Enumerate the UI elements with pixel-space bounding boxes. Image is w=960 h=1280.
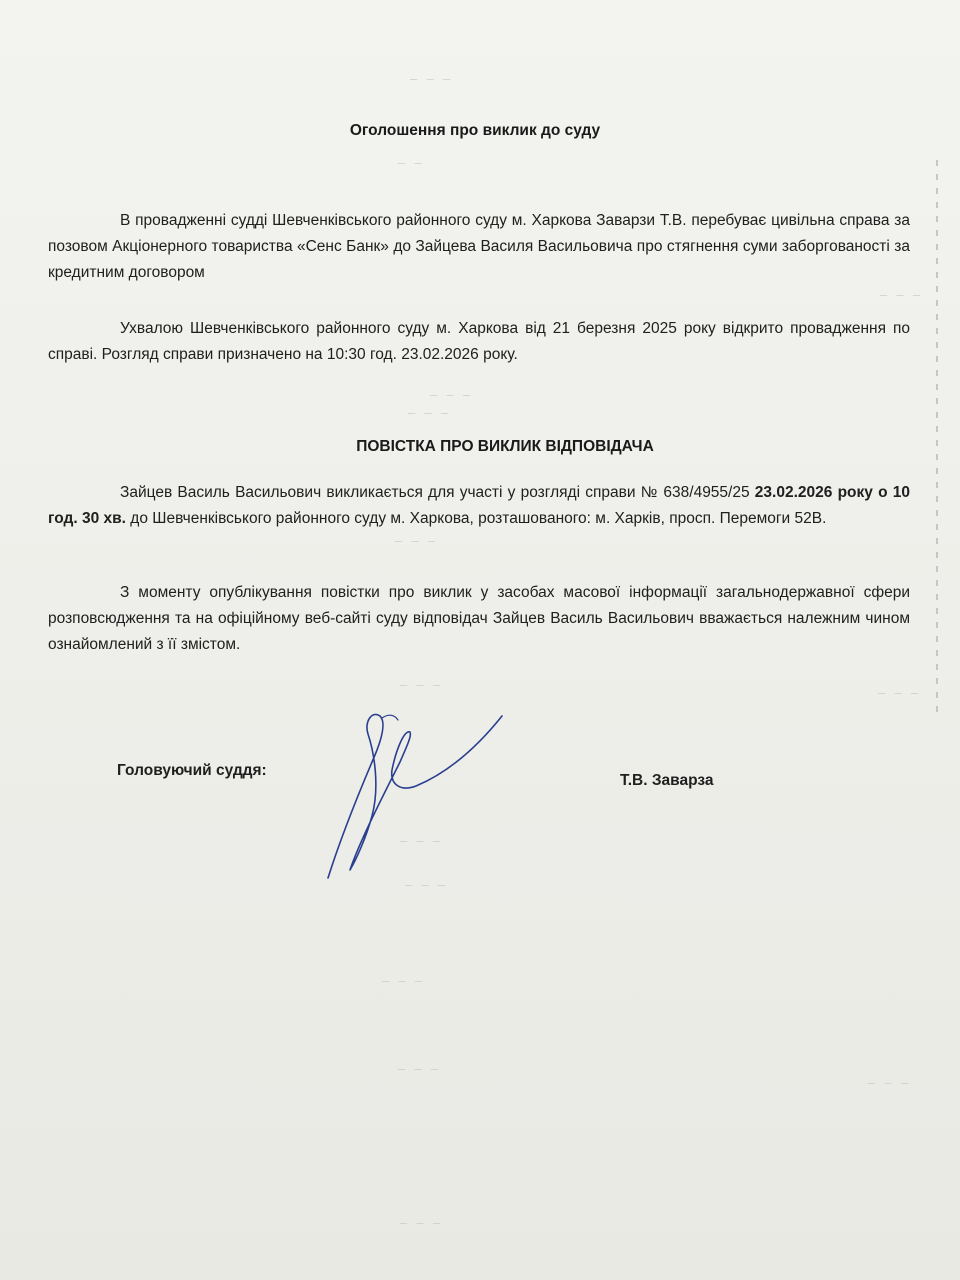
paragraph-case-info: В провадженні судді Шевченківського районного суду м. Харкова Заварзи Т.В. перебуває цивільна справа за позовом Акціонерного товариства «Сенс Банк» до Зайцева Василя Васильовича про стягнення суми заборгованості за кредитним договором — [48, 212, 910, 281]
judge-name: Т.В. Заварза — [620, 772, 714, 789]
judge-signature — [320, 700, 520, 890]
bleed-through-marks: _ _ _ _ _ _ _ _ _ _ _ _ _ _ _ _ _ _ _ _ _ _ _ _ _ _ _ _ _ _ _ _ _ _ _ _ _ _ _ _ _ — [382, 66, 922, 1224]
hearing-datetime: 23.02.2026 року о 10 год. 30 хв. — [48, 484, 910, 527]
summons-text-end: до Шевченківського районного суду м. Харкова, розташованого: м. Харків, просп. Перемоги 52В. — [125, 510, 827, 527]
paragraph-notice: З моменту опублікування повістки про виклик у засобах масової інформації загальнодержавної сфери розповсюдження та на офіційному веб-сайті суду відповідач Зайцев Василь Васильович вважається належним чином ознайомлений з її змістом. — [48, 584, 910, 653]
summons-text-start: Зайцев Василь Васильович викликається для участі у розгляді справи № 638/4955/25 — [120, 484, 755, 501]
summons-title: ПОВІСТКА ПРО ВИКЛИК ВІДПОВІДАЧА — [356, 438, 654, 455]
paragraph-ruling: Ухвалою Шевченківського районного суду м. Харкова від 21 березня 2025 року відкрито провадження по справі. Розгляд справи призначено на 10:30 год. 23.02.2026 року. — [48, 320, 910, 363]
paragraph-summons — [48, 480, 910, 532]
presiding-judge-label: Головуючий суддя: — [117, 762, 267, 779]
announcement-title: Оголошення про виклик до суду — [349, 122, 601, 139]
